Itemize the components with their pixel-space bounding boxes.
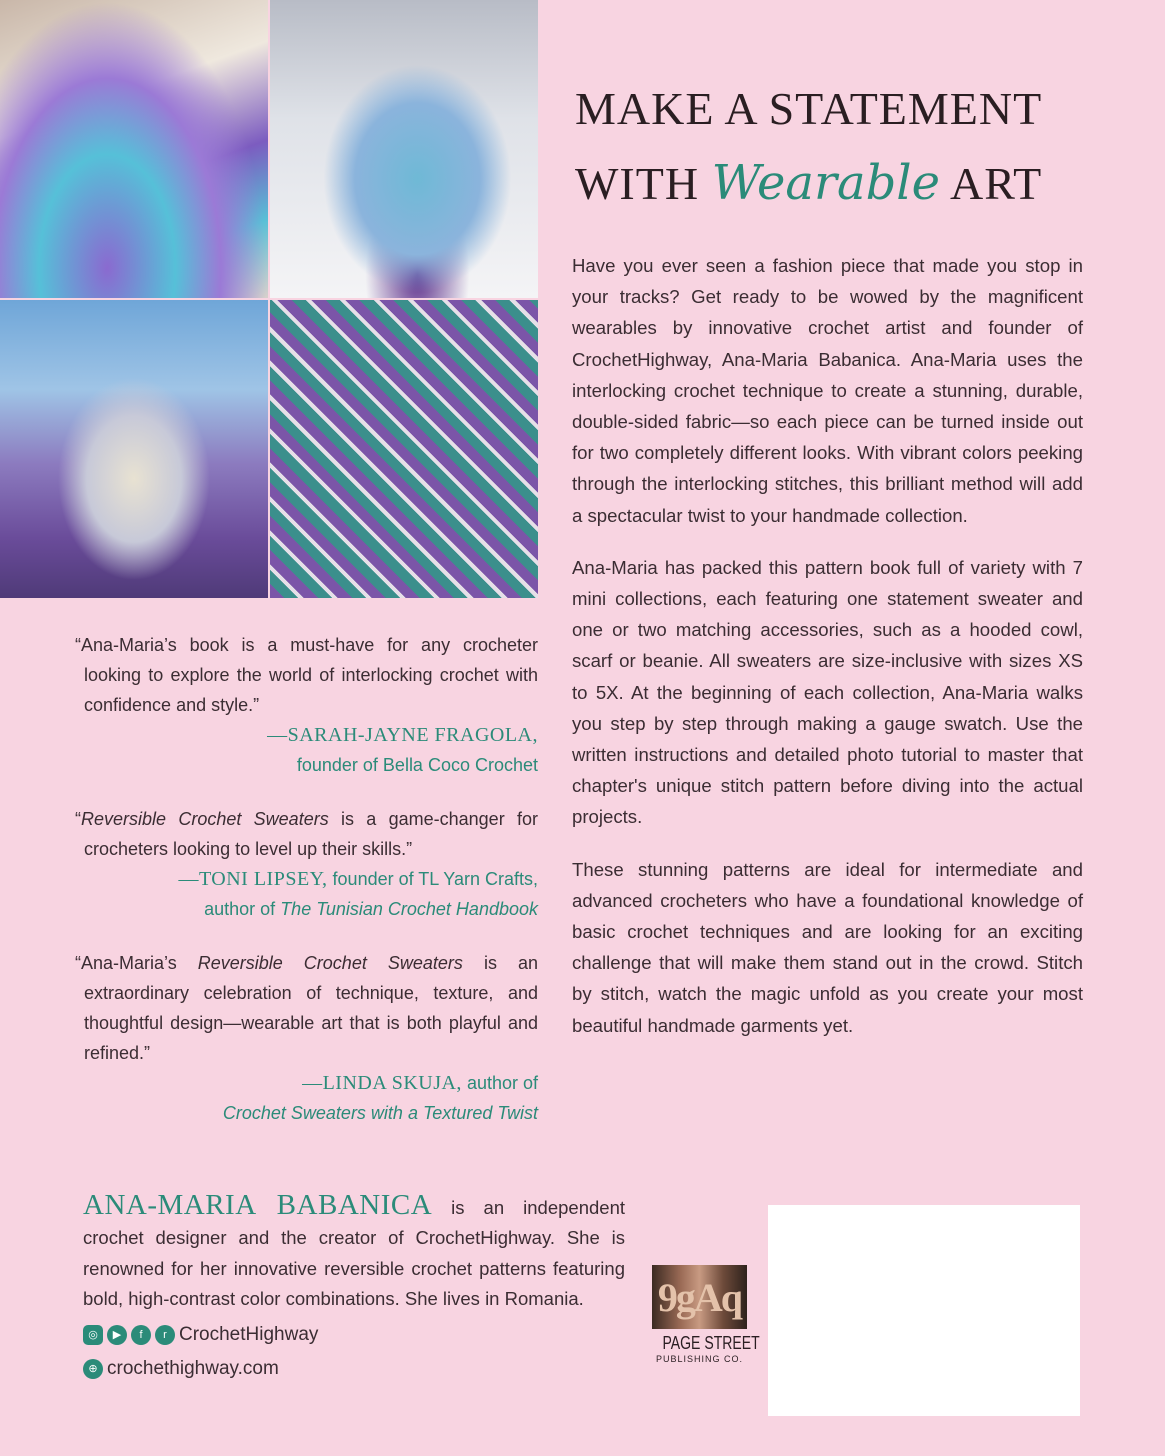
social-handle[interactable]: CrochetHighway [179,1324,319,1346]
quote-text: “Ana-Maria’s book is a must-have for any crocheter looking to explore the world of interlocking crochet with confidence and style.” [75,635,538,715]
photo-model-lavender-field [0,300,268,598]
publisher-sub: PUBLISHING CO. [655,1354,743,1364]
quote-open-mark: “ [75,809,81,829]
quote-author: —TONI LIPSEY, [178,868,328,890]
photo-sweater-closeup [0,0,268,298]
barcode-area [768,1205,1080,1416]
quote-text: is a game-changer for crocheters looking to level up their skills.” [84,809,538,859]
quote-author: —LINDA SKUJA, [302,1072,462,1094]
quote-author: —SARAH-JAYNE FRAGOLA, [267,724,538,746]
headline-with: WITH [575,158,700,209]
quote-role: founder of TL Yarn Crafts, [327,869,538,889]
website-link[interactable]: crochethighway.com [107,1358,279,1380]
author-book: The Tunisian Crochet Handbook [280,899,538,919]
quote-text: “Ana-Maria’s [75,953,198,973]
author-section [83,1190,625,1382]
headline [575,72,1042,221]
quote-lipsey [75,804,538,924]
photo-cardigan-buttons [270,300,538,598]
globe-icon: ⊕ [83,1359,103,1379]
author-name: ANA-MARIA BABANICA [83,1189,433,1221]
body-paragraph: Ana-Maria has packed this pattern book full of variety with 7 mini collections, each featuring one statement sweater and one or two matching accessories, such as a hooded cowl, scarf or beanie. All sweaters are size-inclusive with sizes XS to 5X. At the beginning of each collection, Ana-Maria walks you step by step through making a gauge swatch. Use the written instructions and detailed photo tutorial to master that chapter's unique stitch pattern before diving into the actual projects. [572,556,1083,828]
quote-fragola [75,630,538,780]
bio-text: is an independent crochet designer and the creator of CrochetHighway. She is renowned for her innovative reversible crochet patterns featuring bold, high-contrast color combinations. She lives in Romania. [83,1197,625,1309]
headline-line1: MAKE A STATEMENT [575,83,1043,134]
headline-art: ART [950,158,1043,209]
social-handles [83,1322,625,1348]
book-title: Reversible Crochet Sweaters [197,953,463,973]
body-paragraph: These stunning patterns are ideal for intermediate and advanced crocheters who have a foundational knowledge of basic crochet techniques and are looking for an exciting challenge that will make them stand out in the crowd. Stitch by stitch, watch the magic unfold as you create your most beautiful handmade garments yet. [572,858,1083,1036]
youtube-icon[interactable]: ▶ [107,1325,127,1345]
publisher-logo [652,1265,760,1364]
publisher-name: PAGE STREET [662,1333,760,1353]
photo-model-snow [270,0,538,298]
quote-skuja [75,948,538,1128]
quote-role: author of [204,899,281,919]
publisher-logo-mark: 9gAq [652,1265,747,1329]
ravelry-icon[interactable]: r [155,1325,175,1345]
quote-role: founder of Bella Coco Crochet [296,755,538,775]
quote-role: author of [461,1073,538,1093]
quote-text: is an extraordinary celebration of technique, texture, and thoughtful design—wearable art that is both playful and refined.” [84,953,538,1063]
description [572,250,1083,1041]
author-bio [83,1190,625,1314]
facebook-icon[interactable]: f [131,1325,151,1345]
endorsements [75,630,538,1128]
author-book: Crochet Sweaters with a Textured Twist [222,1103,538,1123]
headline-script-word: Wearable [711,155,941,211]
website [83,1356,625,1382]
book-title: Reversible Crochet Sweaters [81,809,329,829]
body-paragraph: Have you ever seen a fashion piece that made you stop in your tracks? Get ready to be wowed by the magnificent wearables by innovative crochet artist and founder of CrochetHighway, Ana-Maria Babanica. Ana-Maria uses the interlocking crochet technique to create a stunning, durable, double-sided fabric—so each piece can be turned inside out for two completely different looks. With vibrant colors peeking through the interlocking stitches, this brilliant method will add a spectacular twist to your handmade collection. [572,255,1083,526]
instagram-icon[interactable]: ◎ [83,1325,103,1345]
